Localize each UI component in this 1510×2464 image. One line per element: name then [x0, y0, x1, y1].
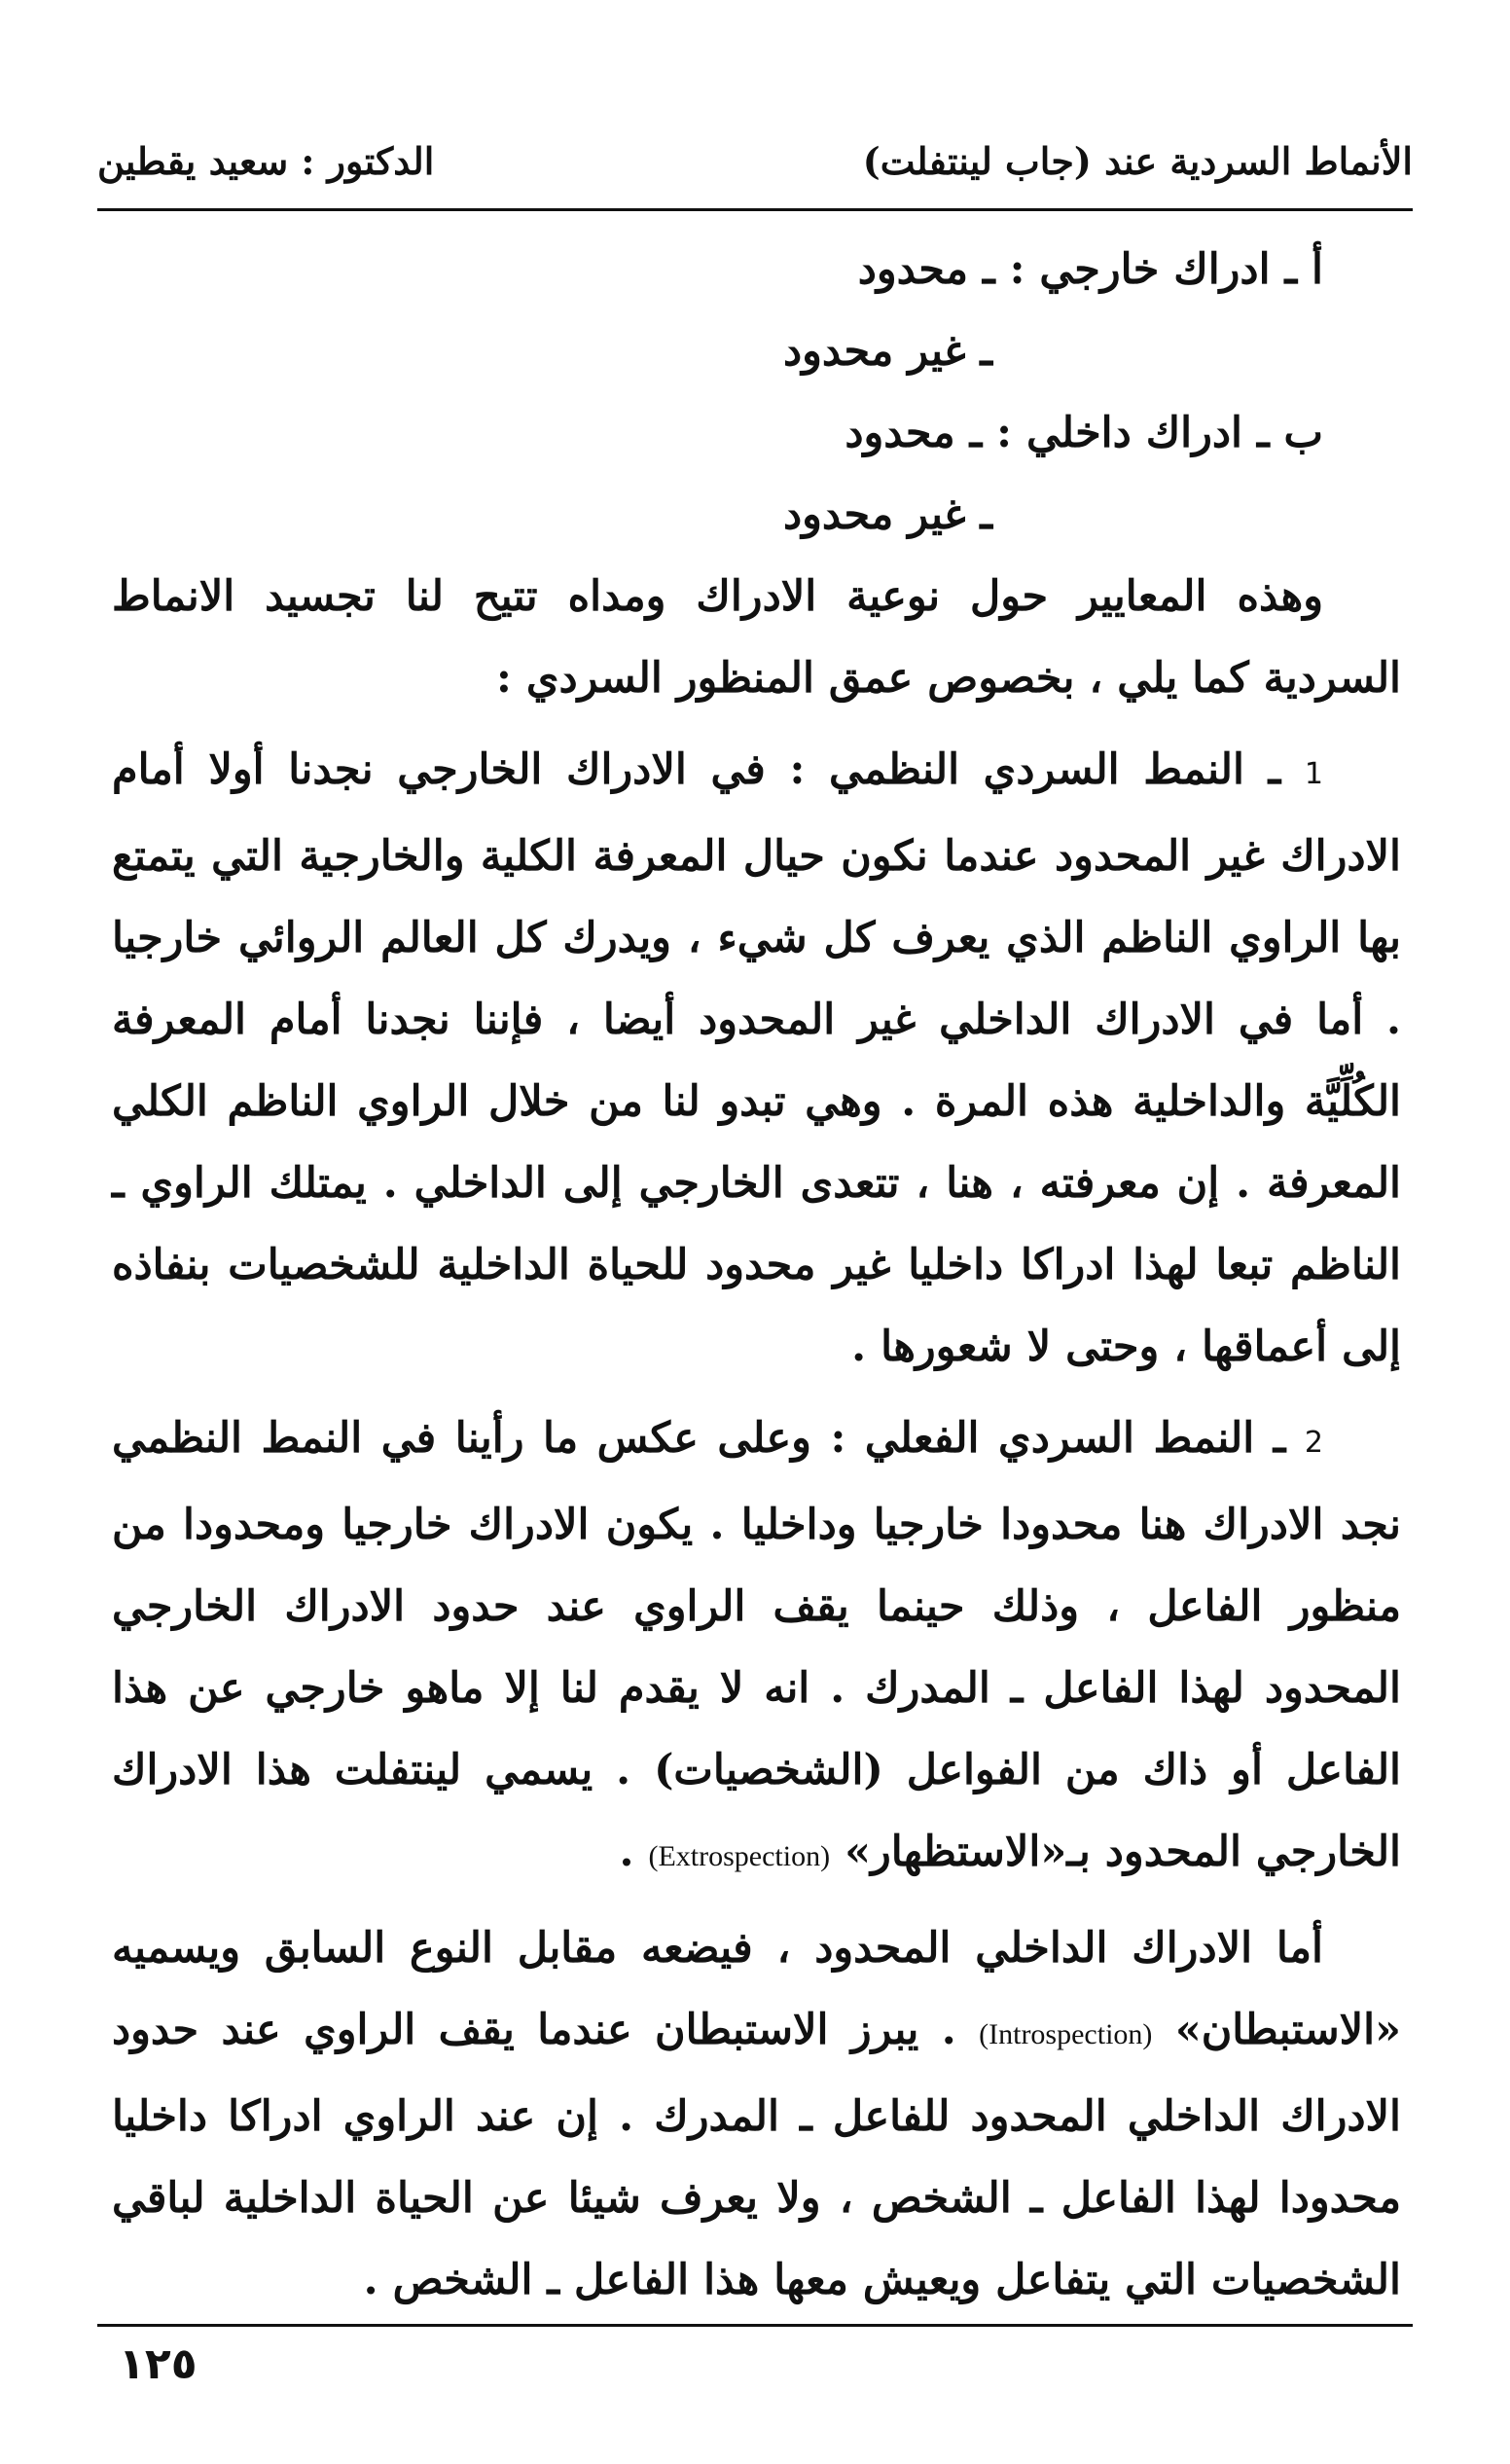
- criterion-b-label: ب ـ ادراك داخلي :: [996, 409, 1323, 457]
- paragraph-2-text: ـ النمط السردي الفعلي : وعلى عكس ما رأينا في النمط النظمي نجد الادراك هنا محدودا خارجيا وداخليا . يكون الادراك خارجيا ومحدودا من منظور الفاعل ، وذلك حينما يقف الراوي عند حدود الادراك الخارجي المحدود لهذا الفاعل ـ المدرك . انه لا يقدم لنا إلا ماهو خارجي عن هذا الفاعل أو ذاك من الفواعل (الشخصيات) . يسمي لينتفلت هذا الادراك الخارجي المحدود بـ«الاستظهار»: [112, 1414, 1401, 1876]
- paragraph-1: [112, 729, 1401, 1388]
- header-title: الأنماط السردية عند (جاب لينتفلت): [862, 138, 1413, 183]
- paragraph-3: [112, 1907, 1401, 2321]
- paragraph-2-latin-term: (Extrospection): [648, 1840, 831, 1872]
- criterion-a-option-2: ـ غير محدود: [783, 327, 992, 376]
- criterion-a-label: أ ـ ادراك خارجي :: [1009, 245, 1323, 294]
- page-number: ١٢٥: [119, 2339, 198, 2389]
- header-rule: [97, 208, 1413, 211]
- criterion-b-option-1: ـ محدود: [845, 409, 983, 457]
- paragraph-1-text: ـ النمط السردي النظمي : في الادراك الخارجي نجدنا أولا أمام الادراك غير المحدود عندما نكون حيال المعرفة الكلية والخارجية التي يتمتع بها الراوي الناظم الذي يعرف كل شيء ، ويدرك كل العالم الروائي خارجيا . أما في الادراك الداخلي غير المحدود أيضا ، فإننا نجدنا أمام المعرفة الكُلِّيَّة والداخلية هذه المرة . وهي تبدو لنا من خلال الراوي الناظم الكلي المعرفة . إن معرفته ، هنا ، تتعدى الخارجي إلى الداخلي . يمتلك الراوي ـ الناظم تبعا لهذا ادراكا داخليا غير محدود للحياة الداخلية للشخصيات بنفاذه إلى أعماقها ، وحتى لا شعورها .: [112, 745, 1401, 1371]
- criterion-a: [112, 229, 1401, 310]
- criterion-b: [112, 392, 1401, 474]
- paragraph-3-text-after: . يبرز الاستبطان عندما يقف الراوي عند حدود الادراك الداخلي المحدود للفاعل ـ المدرك . إن عند الراوي ادراكا داخليا محدودا لهذا الفاعل ـ الشخص ، ولا يعرف شيئا عن الحياة الداخلية لباقي الشخصيات التي يتفاعل ويعيش معها هذا الفاعل ـ الشخص .: [112, 2006, 1401, 2304]
- criterion-a-option-1: ـ محدود: [857, 245, 995, 294]
- paragraph-2-end: .: [619, 1828, 634, 1876]
- paragraph-1-number: 1: [1304, 757, 1323, 791]
- criterion-b-option-2: ـ غير محدود: [783, 490, 992, 539]
- paragraph-2: [112, 1397, 1401, 1898]
- paragraph-3-text-before: أما الادراك الداخلي المحدود ، فيضعه مقابل النوع السابق ويسميه «الاستبطان»: [112, 1924, 1401, 2054]
- footer-rule: [97, 2324, 1413, 2327]
- intro-paragraph: وهذه المعايير حول نوعية الادراك ومداه تتيح لنا تجسيد الانماط السردية كما يلي ، بخصوص عمق المنظور السردي :: [112, 572, 1401, 703]
- paragraph-2-number: 2: [1304, 1426, 1323, 1460]
- header-author: الدكتور : سعيد يقطين: [97, 138, 435, 183]
- running-header: [97, 127, 1413, 195]
- paragraph-3-latin-term: (Introspection): [979, 2018, 1153, 2050]
- body-text: [112, 229, 1401, 2321]
